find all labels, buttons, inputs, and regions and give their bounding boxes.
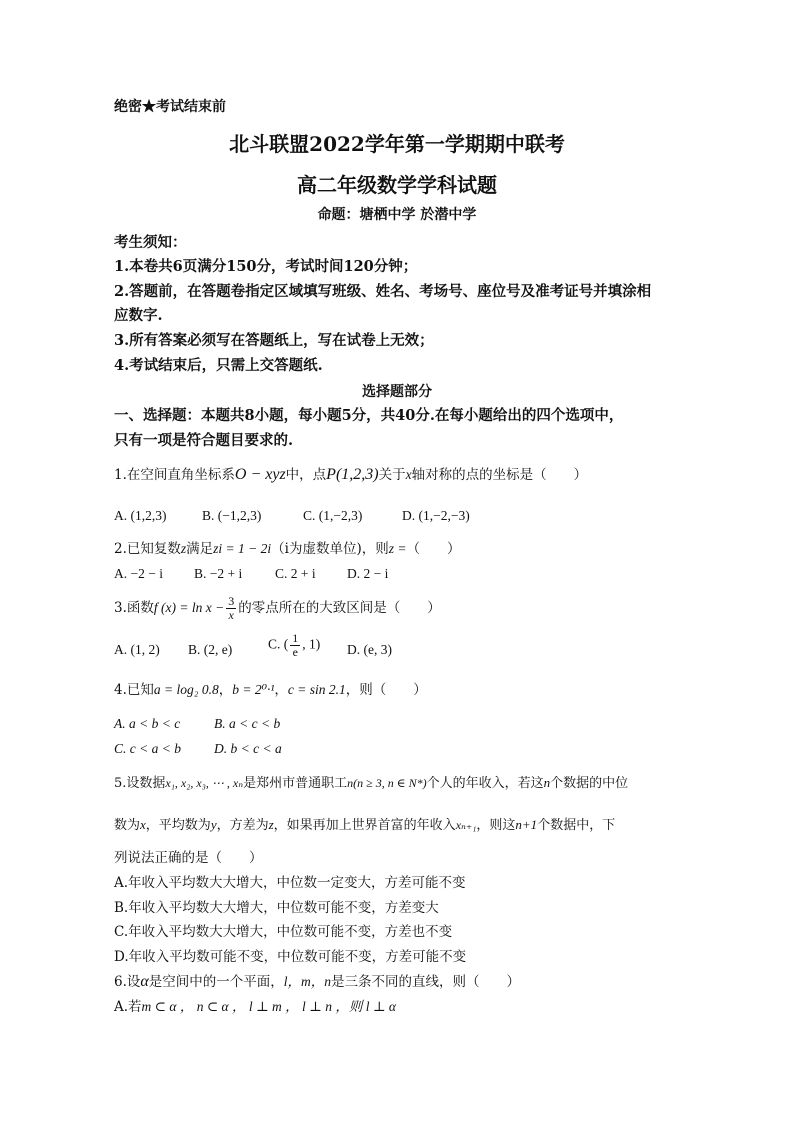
- q2-text: （i为虚数单位)，则: [271, 541, 389, 557]
- notice-item-3: 3.所有答案必须写在答题纸上，写在试卷上无效；: [114, 332, 434, 349]
- q4-text: ，则（ ）: [345, 682, 427, 698]
- exam-subtitle: 高二年级数学学科试题: [297, 173, 497, 197]
- q5-median: x: [140, 817, 146, 832]
- q5-option-d: D.年收入平均数可能不变，中位数可能不变，方差可能不变: [114, 949, 467, 965]
- notice-item-4: 4.考试结束后，只需上交答题纸.: [114, 357, 323, 374]
- q4-option-b: B. a < c < b: [214, 716, 281, 731]
- section-instruction: 一、选择题：本题共8小题，每小题5分，共40分.在每小题给出的四个选项中，: [114, 407, 624, 424]
- q5-text: 个数据的中位: [550, 776, 629, 791]
- q1-text: 关于: [378, 467, 406, 483]
- q4-c: c = sin 2.1: [287, 682, 346, 697]
- question-5: [114, 773, 628, 794]
- q3-option-c-num: 1: [292, 631, 299, 645]
- q6-lines: l，m，n: [283, 974, 332, 989]
- notice-item-2: 2.答题前，在答题卷指定区域填写班级、姓名、考场号、座位号及准考证号并填涂相: [114, 283, 652, 300]
- q3-fraction-den: x: [228, 608, 234, 622]
- q5-option-c: C.年收入平均数大大增大，中位数可能不变，方差也不变: [114, 924, 453, 940]
- q6-alpha: α: [140, 973, 149, 990]
- q6-option-a: [114, 997, 396, 1017]
- q3-text: 的零点所在的大致区间是（ ）: [238, 600, 441, 616]
- q2-option-b: B. −2 + i: [194, 566, 243, 581]
- q5-text: 5.设数据: [114, 776, 166, 791]
- q1-axis: x: [405, 467, 412, 482]
- q5-text: 是郑州市普通职工: [243, 776, 348, 791]
- q2-text: 2.已知复数: [114, 541, 181, 557]
- q4-option-c: C. c < a < b: [114, 741, 181, 756]
- q4-b: b = 2⁰·¹: [232, 682, 275, 697]
- q3-option-c-pre: C. (: [268, 636, 289, 652]
- question-1: [114, 465, 587, 485]
- q2-text: （ ）: [406, 541, 461, 557]
- q5-text: ，方差为: [216, 818, 269, 833]
- q2-equation: zi = 1 − 2i: [213, 541, 272, 556]
- q6-option-a-pre: A.若: [114, 999, 142, 1015]
- q3-option-c-post: , 1): [302, 636, 321, 652]
- q5-option-a: A.年收入平均数大大增大，中位数一定变大，方差可能不变: [114, 875, 466, 891]
- q2-text: 满足: [186, 541, 214, 557]
- q3-option-b: B. (2, e): [188, 642, 233, 657]
- exam-title: 北斗联盟2022学年第一学期期中联考: [229, 132, 565, 156]
- q3-option-d: D. (e, 3): [347, 642, 392, 657]
- q6-text: 是空间中的一个平面，: [148, 974, 284, 990]
- q5-condition: n(n ≥ 3, n ∈ N*): [347, 776, 427, 790]
- q5-option-b: B.年收入平均数大大增大，中位数可能不变，方差变大: [114, 900, 439, 916]
- q4-text: 4.已知: [114, 682, 154, 698]
- q6-text: 是三条不同的直线，则（ ）: [331, 974, 521, 990]
- q1-text: 轴对称的点的坐标是（ ）: [411, 467, 588, 483]
- q4-a: a = log₂ 0.8: [153, 682, 219, 697]
- q4-option-a: A. a < b < c: [114, 716, 181, 731]
- q1-option-d: D. (1,−2,−3): [402, 508, 470, 523]
- q2-ask: z =: [388, 541, 407, 556]
- q1-option-c: C. (1,−2,3): [303, 508, 363, 523]
- question-6: [114, 972, 520, 992]
- q5-text: ，则这: [476, 818, 516, 833]
- q5-n: n: [543, 775, 551, 790]
- q1-text: 1.在空间直角坐标系: [114, 467, 235, 483]
- q5-text: ，平均数为: [145, 818, 211, 833]
- q1-text: 中，点: [285, 467, 327, 483]
- notice-item-1: 1.本卷共6页满分150分，考试时间120分钟；: [114, 258, 418, 275]
- q2-option-d: D. 2 − i: [347, 566, 389, 581]
- q5-text: 数为: [114, 818, 141, 833]
- q5-text: 个数据中，下: [537, 818, 616, 833]
- q5-data: x₁, x₂, x₃, ⋯ , xₙ: [165, 776, 244, 790]
- q4-option-d: D. b < c < a: [214, 741, 282, 756]
- question-3: [114, 595, 441, 622]
- q1-option-b: B. (−1,2,3): [202, 508, 262, 523]
- q1-option-a: A. (1,2,3): [114, 508, 167, 523]
- q3-text: 3.函数: [114, 600, 154, 616]
- q5-n1: n+1: [515, 817, 538, 832]
- q2-option-c: C. 2 + i: [275, 566, 316, 581]
- q5-text: 个人的年收入，若这: [426, 776, 544, 791]
- q5-xn1: xₙ₊₁: [455, 818, 477, 832]
- q5-variance: z: [268, 817, 274, 832]
- question-5-line3: 列说法正确的是（ ）: [114, 850, 263, 866]
- q2-option-a: A. −2 − i: [114, 566, 163, 581]
- notice-item-2-cont: 应数字.: [114, 307, 163, 324]
- q1-point: P(1,2,3): [326, 466, 379, 483]
- question-5-line2: [114, 815, 615, 836]
- section-instruction-cont: 只有一项是符合题目要求的.: [114, 432, 294, 449]
- q3-option-c-den: e: [292, 645, 298, 659]
- q3-fraction: [226, 595, 236, 622]
- secret-label: 绝密★考试结束前: [114, 99, 226, 115]
- q6-option-a-math: m ⊂ α ， n ⊂ α ， l ⊥ m ， l ⊥ n ，则 l ⊥ α: [141, 999, 397, 1014]
- q6-text: 6.设: [114, 974, 141, 990]
- authors: 命题：塘栖中学 於潜中学: [317, 207, 477, 223]
- q5-text: ，如果再加上世界首富的年收入: [273, 818, 456, 833]
- q3-option-c-fraction: [290, 632, 300, 659]
- q1-coord-system: O − xyz: [234, 466, 286, 483]
- q3-fraction-num: 3: [228, 594, 235, 608]
- section-title: 选择题部分: [362, 384, 432, 400]
- notice-heading: 考生须知：: [114, 234, 187, 251]
- q3-option-a: A. (1, 2): [114, 642, 160, 657]
- q5-mean: y: [210, 817, 217, 832]
- question-2: [114, 539, 460, 559]
- q3-option-c: [268, 632, 320, 659]
- question-4: 4.已知a = log₂ 0.8，b = 2⁰·¹，c = sin 2.1，则（ ）: [114, 682, 427, 698]
- q3-function: f (x) = ln x −: [153, 600, 225, 615]
- q2-var: z: [180, 541, 187, 556]
